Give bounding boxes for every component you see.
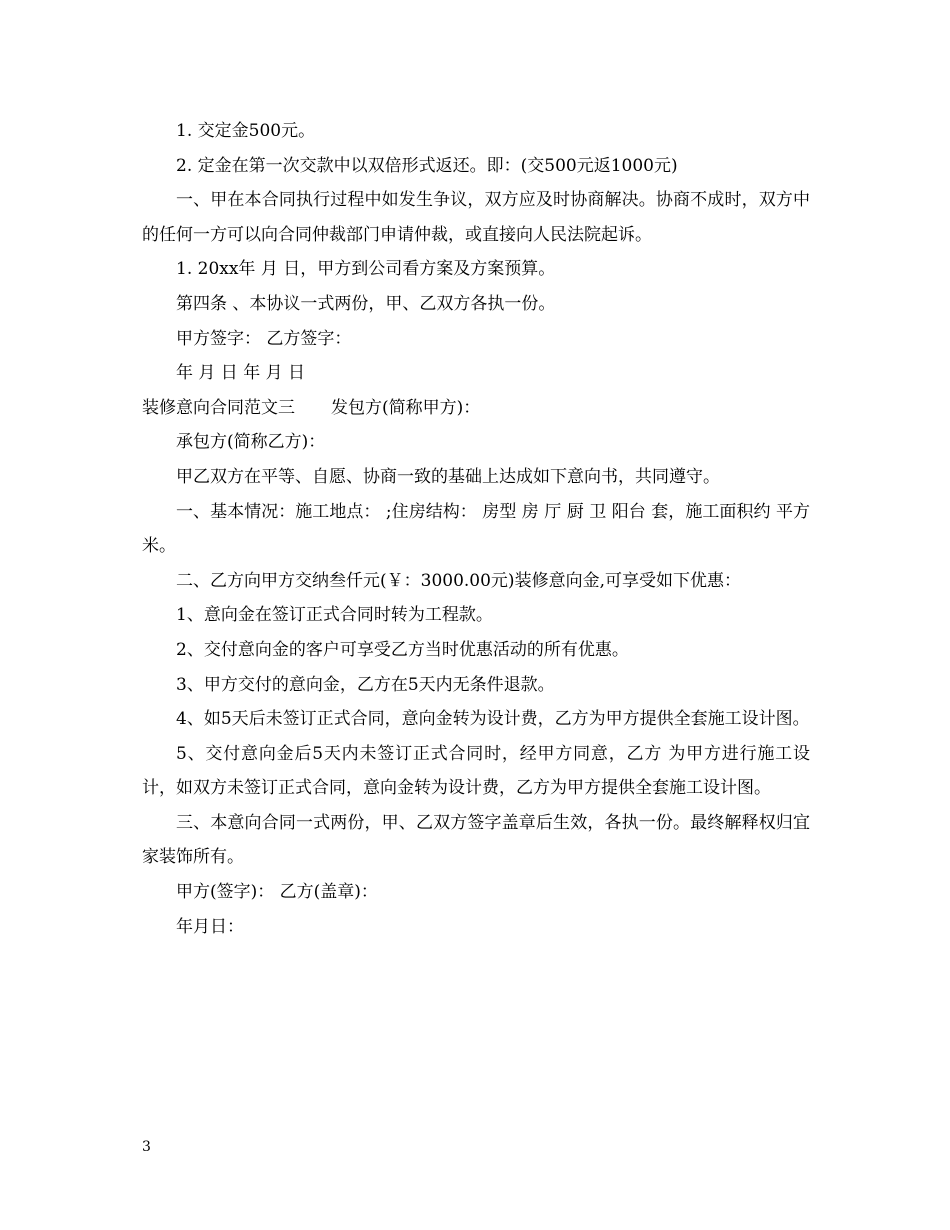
clause-article-four: 第四条 、本协议一式两份，甲、乙双方各执一份。 <box>176 293 556 314</box>
clause-dispute-resolution: 一、甲在本合同执行过程中如发生争议，双方应及时协商解决。协商不成时，双方中的任何一方可以向合同仲裁部门申请仲裁，或直接向人民法院起诉。 <box>142 190 810 245</box>
benefit-item-4: 4、如5天后未签订正式合同，意向金转为设计费，乙方为甲方提供全套施工设计图。 <box>176 709 810 730</box>
basic-info-clause: 一、基本情况：施工地点： ;住房结构： 房型 房 厅 厨 卫 阳台 套，施工面积约 平方米。 <box>142 501 810 557</box>
date-line: 年 月 日 年 月 日 <box>176 363 306 384</box>
agreement-preamble: 甲乙双方在平等、自愿、协商一致的基础上达成如下意向书，共同遵守。 <box>176 466 720 487</box>
employer-label: 发包方(简称甲方)： <box>331 397 481 418</box>
document-body <box>142 114 810 944</box>
benefit-item-5: 5、交付意向金后5天内未签订正式合同时，经甲方同意，乙方 为甲方进行施工设计，如双方未签订正式合同，意向金转为设计费，乙方为甲方提供全套施工设计图。 <box>142 743 810 799</box>
benefit-item-2: 2、交付意向金的客户可享受乙方当时优惠活动的所有优惠。 <box>176 639 629 660</box>
section-title: 装修意向合同范文三 <box>142 397 295 418</box>
final-clause: 三、本意向合同一式两份，甲、乙双方签字盖章后生效，各执一份。最终解释权归宜家装饰所有。 <box>142 812 810 868</box>
clause-plan-review-date: 1. 20xx年 月 日，甲方到公司看方案及方案预算。 <box>176 259 556 280</box>
benefit-item-3: 3、甲方交付的意向金，乙方在5天内无条件退款。 <box>176 674 555 695</box>
signature-line: 甲方签字： 乙方签字： <box>176 328 352 349</box>
clause-deposit-amount: 1. 交定金500元。 <box>176 121 316 141</box>
intent-money-clause: 二、乙方向甲方交纳叁仟元(￥：3000.00元)装修意向金,可享受如下优惠： <box>176 570 741 591</box>
final-date-line: 年月日： <box>176 916 244 937</box>
contractor-label: 承包方(简称乙方)： <box>176 432 326 453</box>
page-number: 3 <box>142 1139 151 1155</box>
signature-stamp-line: 甲方(签字)： 乙方(盖章)： <box>176 882 378 903</box>
benefit-item-1: 1、意向金在签订正式合同时转为工程款。 <box>176 605 493 626</box>
clause-deposit-refund: 2. 定金在第一次交款中以双倍形式返还。即：(交500元返1000元) <box>176 155 678 176</box>
section-heading-line <box>142 391 810 426</box>
